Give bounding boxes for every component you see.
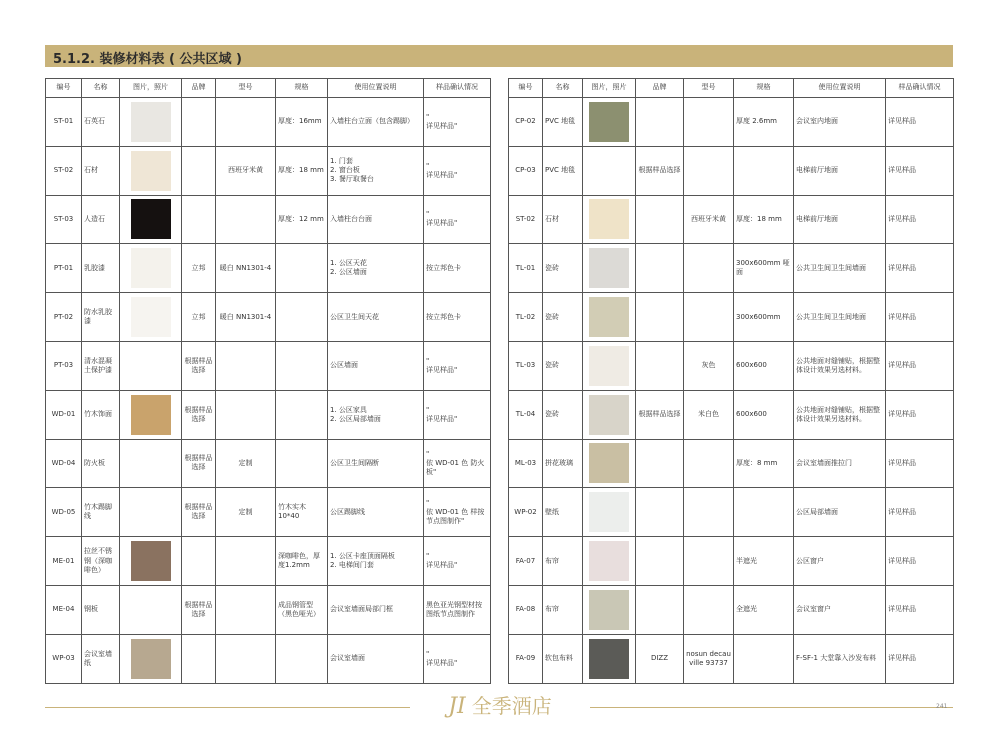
cell-spec xyxy=(276,244,328,293)
table-header-row xyxy=(46,79,491,98)
table-row xyxy=(509,195,954,244)
cell-model xyxy=(684,439,734,488)
cell-spec: 厚度：18 mm xyxy=(734,195,794,244)
cell-name: 人造石 xyxy=(82,195,120,244)
cell-brand xyxy=(636,98,684,147)
column-header: 型号 xyxy=(216,79,276,98)
cell-model: 灰色 xyxy=(684,341,734,390)
cell-location: 1. 门套 2. 窗台板 3. 餐厅取餐台 xyxy=(328,146,424,195)
cell-brand: 根据样品选择 xyxy=(182,585,216,634)
cell-brand xyxy=(636,439,684,488)
cell-name: PVC 地毯 xyxy=(543,98,583,147)
cell-location: 公共地面对缝铺贴，根据整体设计效果另选材料。 xyxy=(794,341,886,390)
cell-spec: 厚度：8 mm xyxy=(734,439,794,488)
cell-name: 石英石 xyxy=(82,98,120,147)
material-swatch xyxy=(589,590,629,630)
cell-sample: 详见样品 xyxy=(886,195,954,244)
cell-name: 竹木饰面 xyxy=(82,390,120,439)
cell-brand: 根据样品选择 xyxy=(182,439,216,488)
cell-name: 布帘 xyxy=(543,585,583,634)
cell-name: 石材 xyxy=(82,146,120,195)
material-photo-cell xyxy=(120,390,182,439)
cell-spec xyxy=(734,488,794,537)
cell-location: 入墙柱台台面 xyxy=(328,195,424,244)
column-header: 品牌 xyxy=(182,79,216,98)
cell-name: 竹木踢脚线 xyxy=(82,488,120,537)
materials-table-left xyxy=(45,78,491,684)
cell-code: ST-02 xyxy=(509,195,543,244)
cell-brand: DIZZ xyxy=(636,634,684,683)
cell-brand: 根据样品选择 xyxy=(182,488,216,537)
cell-sample: " 详见样品" xyxy=(424,195,491,244)
table-row xyxy=(46,390,491,439)
cell-model xyxy=(216,195,276,244)
cell-location: 1. 公区卡座顶面隔板 2. 电梯间门套 xyxy=(328,537,424,586)
cell-brand: 根据样品选择 xyxy=(182,390,216,439)
column-header: 使用位置说明 xyxy=(794,79,886,98)
material-photo-cell xyxy=(583,195,636,244)
cell-brand xyxy=(636,585,684,634)
cell-spec: 300x600mm xyxy=(734,293,794,342)
column-header: 图片，照片 xyxy=(120,79,182,98)
cell-code: FA-07 xyxy=(509,537,543,586)
table-row xyxy=(46,634,491,683)
cell-sample: 详见样品 xyxy=(886,488,954,537)
cell-sample: 详见样品 xyxy=(886,390,954,439)
cell-spec: 600x600 xyxy=(734,390,794,439)
table-row xyxy=(509,634,954,683)
table-row xyxy=(509,293,954,342)
material-photo-cell xyxy=(583,244,636,293)
cell-location: 公区窗户 xyxy=(794,537,886,586)
cell-spec xyxy=(276,341,328,390)
material-photo-cell xyxy=(120,439,182,488)
cell-model: 暖白 NN1301-4 xyxy=(216,244,276,293)
cell-name: 壁纸 xyxy=(543,488,583,537)
material-swatch xyxy=(589,639,629,679)
cell-code: TL-04 xyxy=(509,390,543,439)
cell-code: ML-03 xyxy=(509,439,543,488)
cell-model xyxy=(684,98,734,147)
cell-location: 电梯前厅地面 xyxy=(794,195,886,244)
cell-sample: " 依 WD-01 色 样按节点图制作" xyxy=(424,488,491,537)
table-row xyxy=(46,585,491,634)
table-row xyxy=(509,341,954,390)
material-photo-cell xyxy=(120,537,182,586)
table-row xyxy=(509,390,954,439)
cell-code: TL-01 xyxy=(509,244,543,293)
cell-model xyxy=(216,634,276,683)
column-header: 图片，照片 xyxy=(583,79,636,98)
table-row xyxy=(509,146,954,195)
table-row xyxy=(46,244,491,293)
cell-sample: 详见样品 xyxy=(886,585,954,634)
cell-code: WP-03 xyxy=(46,634,82,683)
cell-brand: 立邦 xyxy=(182,244,216,293)
column-header: 名称 xyxy=(543,79,583,98)
cell-model xyxy=(684,488,734,537)
cell-model: 西班牙米黄 xyxy=(684,195,734,244)
material-swatch xyxy=(131,248,171,288)
cell-brand: 根据样品选择 xyxy=(182,341,216,390)
cell-sample: 详见样品 xyxy=(886,293,954,342)
material-photo-cell xyxy=(120,341,182,390)
cell-brand xyxy=(636,341,684,390)
cell-code: PT-01 xyxy=(46,244,82,293)
cell-code: ME-04 xyxy=(46,585,82,634)
cell-location: 电梯前厅地面 xyxy=(794,146,886,195)
cell-brand xyxy=(182,537,216,586)
cell-code: FA-08 xyxy=(509,585,543,634)
cell-model: 米白色 xyxy=(684,390,734,439)
cell-code: CP-02 xyxy=(509,98,543,147)
material-swatch xyxy=(131,395,171,435)
material-photo-cell xyxy=(583,98,636,147)
cell-name: 布帘 xyxy=(543,537,583,586)
cell-spec: 厚度 2.6mm xyxy=(734,98,794,147)
material-photo-cell xyxy=(120,293,182,342)
material-photo-cell xyxy=(583,390,636,439)
cell-location: 会议室墙面局部门框 xyxy=(328,585,424,634)
cell-brand xyxy=(636,488,684,537)
cell-spec: 竹木实木 10*40 xyxy=(276,488,328,537)
table-row xyxy=(509,98,954,147)
cell-code: ME-01 xyxy=(46,537,82,586)
material-photo-cell xyxy=(120,195,182,244)
cell-spec: 半遮光 xyxy=(734,537,794,586)
cell-code: ST-03 xyxy=(46,195,82,244)
cell-location: 公区墙面 xyxy=(328,341,424,390)
material-photo-cell xyxy=(583,634,636,683)
cell-spec: 厚度：16mm xyxy=(276,98,328,147)
material-photo-cell xyxy=(583,537,636,586)
cell-model xyxy=(216,341,276,390)
cell-name: 乳胶漆 xyxy=(82,244,120,293)
cell-location: F-SF-1 大堂靠入沙发布料 xyxy=(794,634,886,683)
cell-name: PVC 地毯 xyxy=(543,146,583,195)
cell-name: 清水混凝土保护漆 xyxy=(82,341,120,390)
cell-location: 会议室墙面 xyxy=(328,634,424,683)
material-swatch xyxy=(589,443,629,483)
cell-sample: 按立邦色卡 xyxy=(424,293,491,342)
cell-spec: 300x600mm 哑面 xyxy=(734,244,794,293)
table-row xyxy=(46,146,491,195)
brand-name: 全季酒店 xyxy=(471,694,552,718)
material-swatch xyxy=(131,102,171,142)
material-swatch xyxy=(589,297,629,337)
section-title-bar xyxy=(45,45,953,67)
cell-code: WP-02 xyxy=(509,488,543,537)
cell-name: 软包布料 xyxy=(543,634,583,683)
cell-spec xyxy=(276,293,328,342)
cell-sample: 详见样品 xyxy=(886,439,954,488)
cell-location: 公区卫生间天花 xyxy=(328,293,424,342)
cell-sample: " 详见样品" xyxy=(424,390,491,439)
column-header: 编号 xyxy=(46,79,82,98)
cell-model: 西班牙米黄 xyxy=(216,146,276,195)
cell-location: 1. 公区家具 2. 公区局部墙面 xyxy=(328,390,424,439)
cell-brand xyxy=(182,634,216,683)
cell-model xyxy=(684,537,734,586)
cell-brand: 根据样品选择 xyxy=(636,390,684,439)
cell-name: 瓷砖 xyxy=(543,341,583,390)
cell-model: 暖白 NN1301-4 xyxy=(216,293,276,342)
cell-model xyxy=(216,585,276,634)
material-swatch xyxy=(131,639,171,679)
table-row xyxy=(46,341,491,390)
table-row xyxy=(509,439,954,488)
cell-location: 公共卫生间卫生间墙面 xyxy=(794,244,886,293)
material-photo-cell xyxy=(120,244,182,293)
section-title: 5.1.2. 装修材料表 ( 公共区域 ) xyxy=(53,52,242,67)
cell-sample: 详见样品 xyxy=(886,98,954,147)
table-row xyxy=(46,439,491,488)
table-row xyxy=(509,244,954,293)
material-photo-cell xyxy=(583,293,636,342)
material-swatch xyxy=(131,199,171,239)
material-photo-cell xyxy=(583,341,636,390)
column-header: 名称 xyxy=(82,79,120,98)
cell-spec: 600x600 xyxy=(734,341,794,390)
cell-spec xyxy=(276,390,328,439)
footer-divider-right xyxy=(590,707,953,708)
cell-location: 公区局部墙面 xyxy=(794,488,886,537)
cell-sample: " 详见样品" xyxy=(424,98,491,147)
page-number: 241 xyxy=(936,703,948,710)
material-photo-cell xyxy=(120,98,182,147)
cell-name: 防火板 xyxy=(82,439,120,488)
cell-code: WD-04 xyxy=(46,439,82,488)
table-row xyxy=(509,585,954,634)
table-row xyxy=(46,195,491,244)
cell-code: ST-02 xyxy=(46,146,82,195)
material-swatch xyxy=(589,541,629,581)
cell-code: WD-01 xyxy=(46,390,82,439)
cell-sample: " 详见样品" xyxy=(424,537,491,586)
material-photo-cell xyxy=(583,146,636,195)
cell-sample: 黑色亚光钢型材按图纸节点图制作 xyxy=(424,585,491,634)
material-swatch xyxy=(131,297,171,337)
cell-spec xyxy=(734,146,794,195)
cell-model xyxy=(684,585,734,634)
cell-model xyxy=(216,537,276,586)
material-swatch xyxy=(589,346,629,386)
cell-model: 定制 xyxy=(216,439,276,488)
material-swatch xyxy=(589,395,629,435)
cell-name: 瓷砖 xyxy=(543,244,583,293)
cell-location: 公区踢脚线 xyxy=(328,488,424,537)
cell-name: 瓷砖 xyxy=(543,390,583,439)
cell-code: TL-03 xyxy=(509,341,543,390)
cell-code: TL-02 xyxy=(509,293,543,342)
material-photo-cell xyxy=(583,488,636,537)
column-header: 样品确认情况 xyxy=(424,79,491,98)
cell-brand xyxy=(636,195,684,244)
column-header: 品牌 xyxy=(636,79,684,98)
cell-location: 公区卫生间隔断 xyxy=(328,439,424,488)
cell-brand xyxy=(182,146,216,195)
cell-name: 拼花玻璃 xyxy=(543,439,583,488)
cell-sample: 详见样品 xyxy=(886,146,954,195)
cell-brand xyxy=(182,98,216,147)
cell-location: 入墙柱台立面（包含踢脚） xyxy=(328,98,424,147)
column-header: 使用位置说明 xyxy=(328,79,424,98)
cell-name: 拉丝不锈钢（深咖啡色） xyxy=(82,537,120,586)
material-photo-cell xyxy=(583,439,636,488)
table-row xyxy=(46,488,491,537)
cell-location: 会议室内地面 xyxy=(794,98,886,147)
cell-brand xyxy=(636,293,684,342)
footer-divider-left xyxy=(45,707,410,708)
table-row xyxy=(509,537,954,586)
material-swatch xyxy=(131,151,171,191)
cell-model xyxy=(684,244,734,293)
cell-model xyxy=(684,293,734,342)
column-header: 样品确认情况 xyxy=(886,79,954,98)
table-row xyxy=(46,537,491,586)
material-photo-cell xyxy=(120,585,182,634)
cell-spec: 成品钢管型（黑色哑光） xyxy=(276,585,328,634)
cell-sample: 按立邦色卡 xyxy=(424,244,491,293)
cell-code: PT-02 xyxy=(46,293,82,342)
cell-name: 钢板 xyxy=(82,585,120,634)
cell-brand: 根据样品选择 xyxy=(636,146,684,195)
material-swatch xyxy=(589,492,629,532)
cell-code: CP-03 xyxy=(509,146,543,195)
cell-sample: " 详见样品" xyxy=(424,146,491,195)
cell-spec: 深咖啡色，厚度1.2mm xyxy=(276,537,328,586)
cell-name: 会议室墙纸 xyxy=(82,634,120,683)
cell-sample: 详见样品 xyxy=(886,244,954,293)
cell-brand xyxy=(636,244,684,293)
cell-location: 1. 公区天花 2. 公区墙面 xyxy=(328,244,424,293)
material-swatch xyxy=(589,248,629,288)
table-row xyxy=(46,98,491,147)
table-row xyxy=(46,293,491,342)
cell-sample: 详见样品 xyxy=(886,634,954,683)
cell-model: 定制 xyxy=(216,488,276,537)
cell-brand xyxy=(636,537,684,586)
table-row xyxy=(509,488,954,537)
cell-location: 会议室窗户 xyxy=(794,585,886,634)
column-header: 规格 xyxy=(734,79,794,98)
cell-model xyxy=(216,98,276,147)
table-header-row xyxy=(509,79,954,98)
column-header: 型号 xyxy=(684,79,734,98)
cell-sample: " 详见样品" xyxy=(424,634,491,683)
cell-spec xyxy=(276,634,328,683)
materials-table-right xyxy=(508,78,954,684)
footer-logo xyxy=(410,690,590,719)
cell-spec xyxy=(276,439,328,488)
cell-location: 公共地面对缝铺贴，根据整体设计效果另选材料。 xyxy=(794,390,886,439)
material-photo-cell xyxy=(120,146,182,195)
material-photo-cell xyxy=(120,634,182,683)
brand-mark: JI xyxy=(448,694,466,719)
cell-code: FA-09 xyxy=(509,634,543,683)
material-swatch xyxy=(589,199,629,239)
cell-model xyxy=(216,390,276,439)
column-header: 规格 xyxy=(276,79,328,98)
cell-spec xyxy=(734,634,794,683)
cell-spec: 厚度：12 mm xyxy=(276,195,328,244)
cell-code: WD-05 xyxy=(46,488,82,537)
cell-location: 公共卫生间卫生间地面 xyxy=(794,293,886,342)
cell-name: 瓷砖 xyxy=(543,293,583,342)
cell-sample: " 依 WD-01 色 防火板" xyxy=(424,439,491,488)
cell-brand xyxy=(182,195,216,244)
material-photo-cell xyxy=(583,585,636,634)
material-swatch xyxy=(131,541,171,581)
material-photo-cell xyxy=(120,488,182,537)
cell-code: PT-03 xyxy=(46,341,82,390)
cell-code: ST-01 xyxy=(46,98,82,147)
material-swatch xyxy=(589,102,629,142)
cell-model xyxy=(684,146,734,195)
cell-spec: 厚度：18 mm xyxy=(276,146,328,195)
cell-name: 防水乳胶漆 xyxy=(82,293,120,342)
cell-brand: 立邦 xyxy=(182,293,216,342)
cell-sample: " 详见样品" xyxy=(424,341,491,390)
cell-sample: 详见样品 xyxy=(886,341,954,390)
cell-spec: 全遮光 xyxy=(734,585,794,634)
cell-name: 石材 xyxy=(543,195,583,244)
cell-model: nosun decauville 93737 xyxy=(684,634,734,683)
column-header: 编号 xyxy=(509,79,543,98)
cell-location: 会议室墙面推拉门 xyxy=(794,439,886,488)
cell-sample: 详见样品 xyxy=(886,537,954,586)
